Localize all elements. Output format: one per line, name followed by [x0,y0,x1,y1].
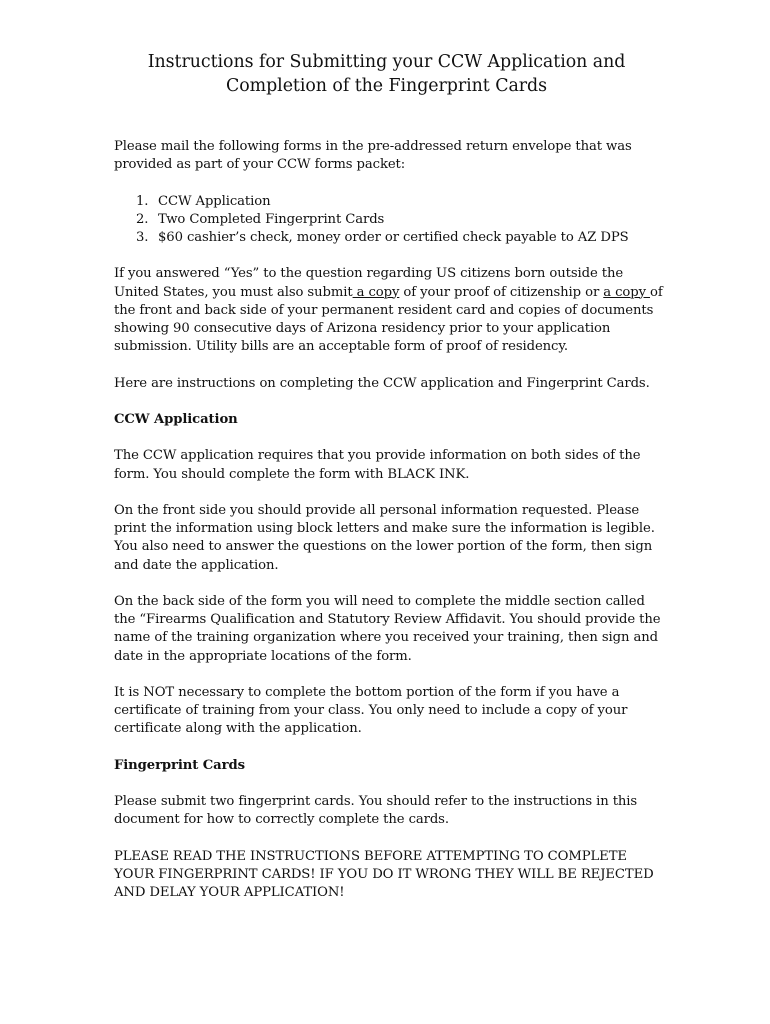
underlined-a-copy-1: a copy [352,284,400,300]
citizens-text-1: If you answered “Yes” to the question regarding US citizens born outside the United States, you must also submit [114,266,624,300]
list-item [114,193,664,211]
fingerprint-cards-heading: Fingerprint Cards [114,757,245,773]
fingerprint-paragraph-1: Please submit two fingerprint cards. You should refer to the instructions in this document for how to correctly complete the cards. [114,794,638,828]
fingerprint-paragraph-2: PLEASE READ THE INSTRUCTIONS BEFORE ATTEMPTING TO COMPLETE YOUR FINGERPRINT CARDS! IF YOU DO IT WRONG THEY WILL BE REJECTED AND DELAY YOUR APPLICATION! [114,848,654,901]
list-item-text: CCW Application [158,193,271,209]
document-page [114,50,664,921]
citizens-paragraph [114,265,664,356]
ccw-paragraph-1: The CCW application requires that you provide information on both sides of the form. You should complete the form with BLACK INK. [114,448,641,482]
list-item-text: $60 cashier’s check, money order or certified check payable to AZ DPS [158,230,629,245]
forms-list [114,193,664,248]
ccw-paragraph-3: On the back side of the form you will need to complete the middle section called the “Firearms Qualification and Statutory Review Affidavit. You should provide the name of the training organization where you received your training, then sign and date in the appropriate locations of the form. [114,593,661,664]
list-item [114,211,664,229]
list-number: 1. [136,193,149,209]
list-item-text: Two Completed Fingerprint Cards [158,211,385,227]
instructions-intro: Here are instructions on completing the CCW application and Fingerprint Cards. [114,375,650,391]
list-item [114,229,664,247]
list-number: 2. [136,211,149,227]
ccw-paragraph-2: On the front side you should provide all personal information requested. Please print the information using block letters and make sure the information is legible. You also need to answer the questions on the lower portion of the form, then sign and date the application. [114,502,655,573]
citizens-text-2: of your proof of citizenship or [399,284,604,300]
ccw-paragraph-4: It is NOT necessary to complete the bottom portion of the form if you have a certificate of training from your class. You only need to include a copy of your certificate along with the application. [114,684,628,737]
underlined-a-copy-2: a copy [603,284,651,300]
citizens-text-3: of the front and back side of your permanent resident card and copies of documents showing 90 consecutive days of Arizona residency prior to your application submission. Utility bills are an acceptable form of proof of residency. [114,284,663,355]
intro-paragraph: Please mail the following forms in the pre-addressed return envelope that was provided as part of your CCW forms packet: [114,139,632,173]
title-line-1: Instructions for Submitting your CCW Application and [147,52,626,72]
list-number: 3. [136,230,149,245]
page-title [114,50,659,98]
title-line-2: Completion of the Fingerprint Cards [225,76,548,96]
ccw-application-heading: CCW Application [114,411,238,427]
